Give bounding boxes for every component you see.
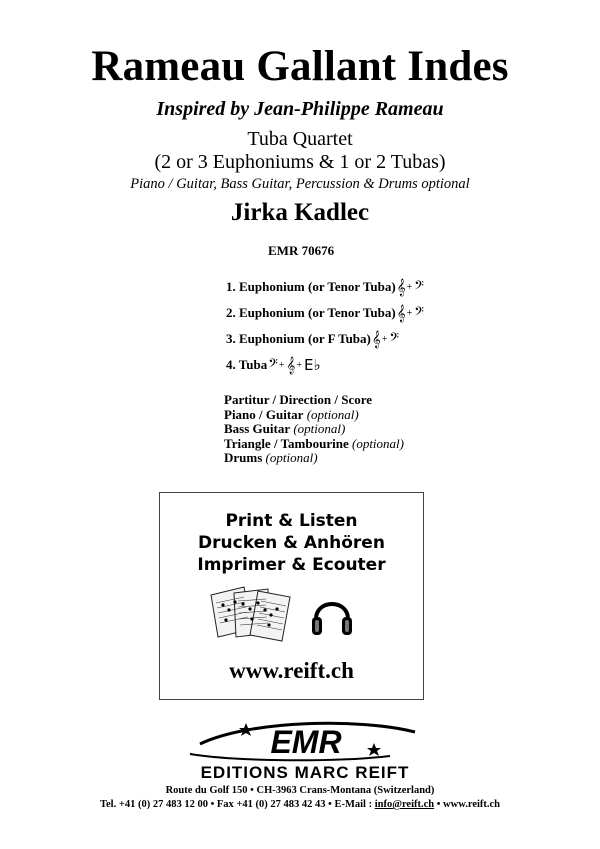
- instrumentation: (2 or 3 Euphoniums & 1 or 2 Tubas): [154, 151, 446, 173]
- part-item: [226, 326, 424, 352]
- sheet-music-icon: [208, 585, 298, 643]
- contact-phone-fax: Tel. +41 (0) 27 483 12 00 • Fax +41 (0) 27 483 42 43 • E-Mail :: [99, 799, 375, 810]
- extra-name: Triangle / Tambourine: [224, 435, 349, 451]
- part-label: 3. Euphonium (or F Tuba): [226, 331, 371, 346]
- plus-sign: +: [406, 281, 413, 293]
- extra-name: Drums: [224, 450, 263, 466]
- publisher-address: Route du Golf 150 • CH-3963 Crans-Montana (Switzerland): [165, 785, 435, 796]
- plus-sign: +: [296, 359, 303, 371]
- treble-clef-icon: 𝄞: [396, 304, 406, 322]
- plus-sign: +: [278, 359, 285, 371]
- extra-item: [224, 451, 404, 466]
- print-listen-box: [159, 492, 424, 700]
- headphones-icon: [308, 589, 356, 641]
- publisher-contact: [0, 799, 600, 810]
- part-item: [226, 274, 424, 300]
- bass-clef-icon: 𝄢: [389, 330, 400, 348]
- parts-list: [226, 274, 424, 378]
- bass-clef-icon: 𝄢: [268, 356, 278, 374]
- part-item: [226, 352, 424, 378]
- extra-name: Piano / Guitar: [224, 406, 304, 422]
- extra-note: (optional): [351, 435, 404, 451]
- subtitle: Inspired by Jean-Philippe Rameau: [156, 98, 444, 120]
- email-link[interactable]: info@reift.ch: [374, 799, 435, 810]
- extra-note: (optional): [265, 450, 318, 466]
- logo-mark: EMR: [270, 724, 342, 760]
- extras-list: [224, 393, 404, 466]
- extra-note: (optional): [306, 406, 359, 422]
- extra-item: [224, 408, 404, 423]
- promo-line-1: Print & Listen: [225, 511, 358, 531]
- publisher-name: EDITIONS MARC REIFT: [200, 763, 410, 782]
- catalog-number: EMR 70676: [268, 243, 335, 258]
- page-title: Rameau Gallant Indes: [91, 43, 509, 90]
- extra-name: Bass Guitar: [224, 421, 291, 437]
- extra-note: (optional): [293, 421, 346, 437]
- promo-line-2: Drucken & Anhören: [198, 533, 385, 553]
- extra-item: [224, 393, 404, 408]
- part-label: 4. Tuba: [226, 357, 268, 372]
- treble-clef-icon: 𝄞: [396, 278, 406, 296]
- treble-clef-icon: 𝄞: [286, 356, 296, 374]
- plus-sign: +: [381, 333, 388, 345]
- ensemble: Tuba Quartet: [247, 128, 353, 150]
- extra-name: Partitur / Direction / Score: [224, 392, 373, 407]
- promo-line-3: Imprimer & Ecouter: [197, 555, 386, 575]
- part-label: 1. Euphonium (or Tenor Tuba): [226, 279, 396, 294]
- part-label: 2. Euphonium (or Tenor Tuba): [226, 305, 396, 320]
- contact-website[interactable]: • www.reift.ch: [434, 799, 501, 810]
- part-item: [226, 300, 424, 326]
- plus-sign: +: [406, 307, 413, 319]
- bass-clef-icon: 𝄢: [414, 278, 424, 296]
- treble-clef-icon: 𝄞: [371, 330, 381, 348]
- website-link[interactable]: www.reift.ch: [229, 658, 354, 683]
- extra-item: [224, 422, 404, 437]
- extra-item: [224, 437, 404, 452]
- bass-clef-icon: 𝄢: [414, 304, 424, 322]
- composer-name: Jirka Kadlec: [230, 199, 370, 226]
- emr-logo: [160, 718, 450, 782]
- optional-instruments-note: Piano / Guitar, Bass Guitar, Percussion & Drums optional: [130, 176, 470, 192]
- e-flat-symbol: E♭: [304, 356, 321, 374]
